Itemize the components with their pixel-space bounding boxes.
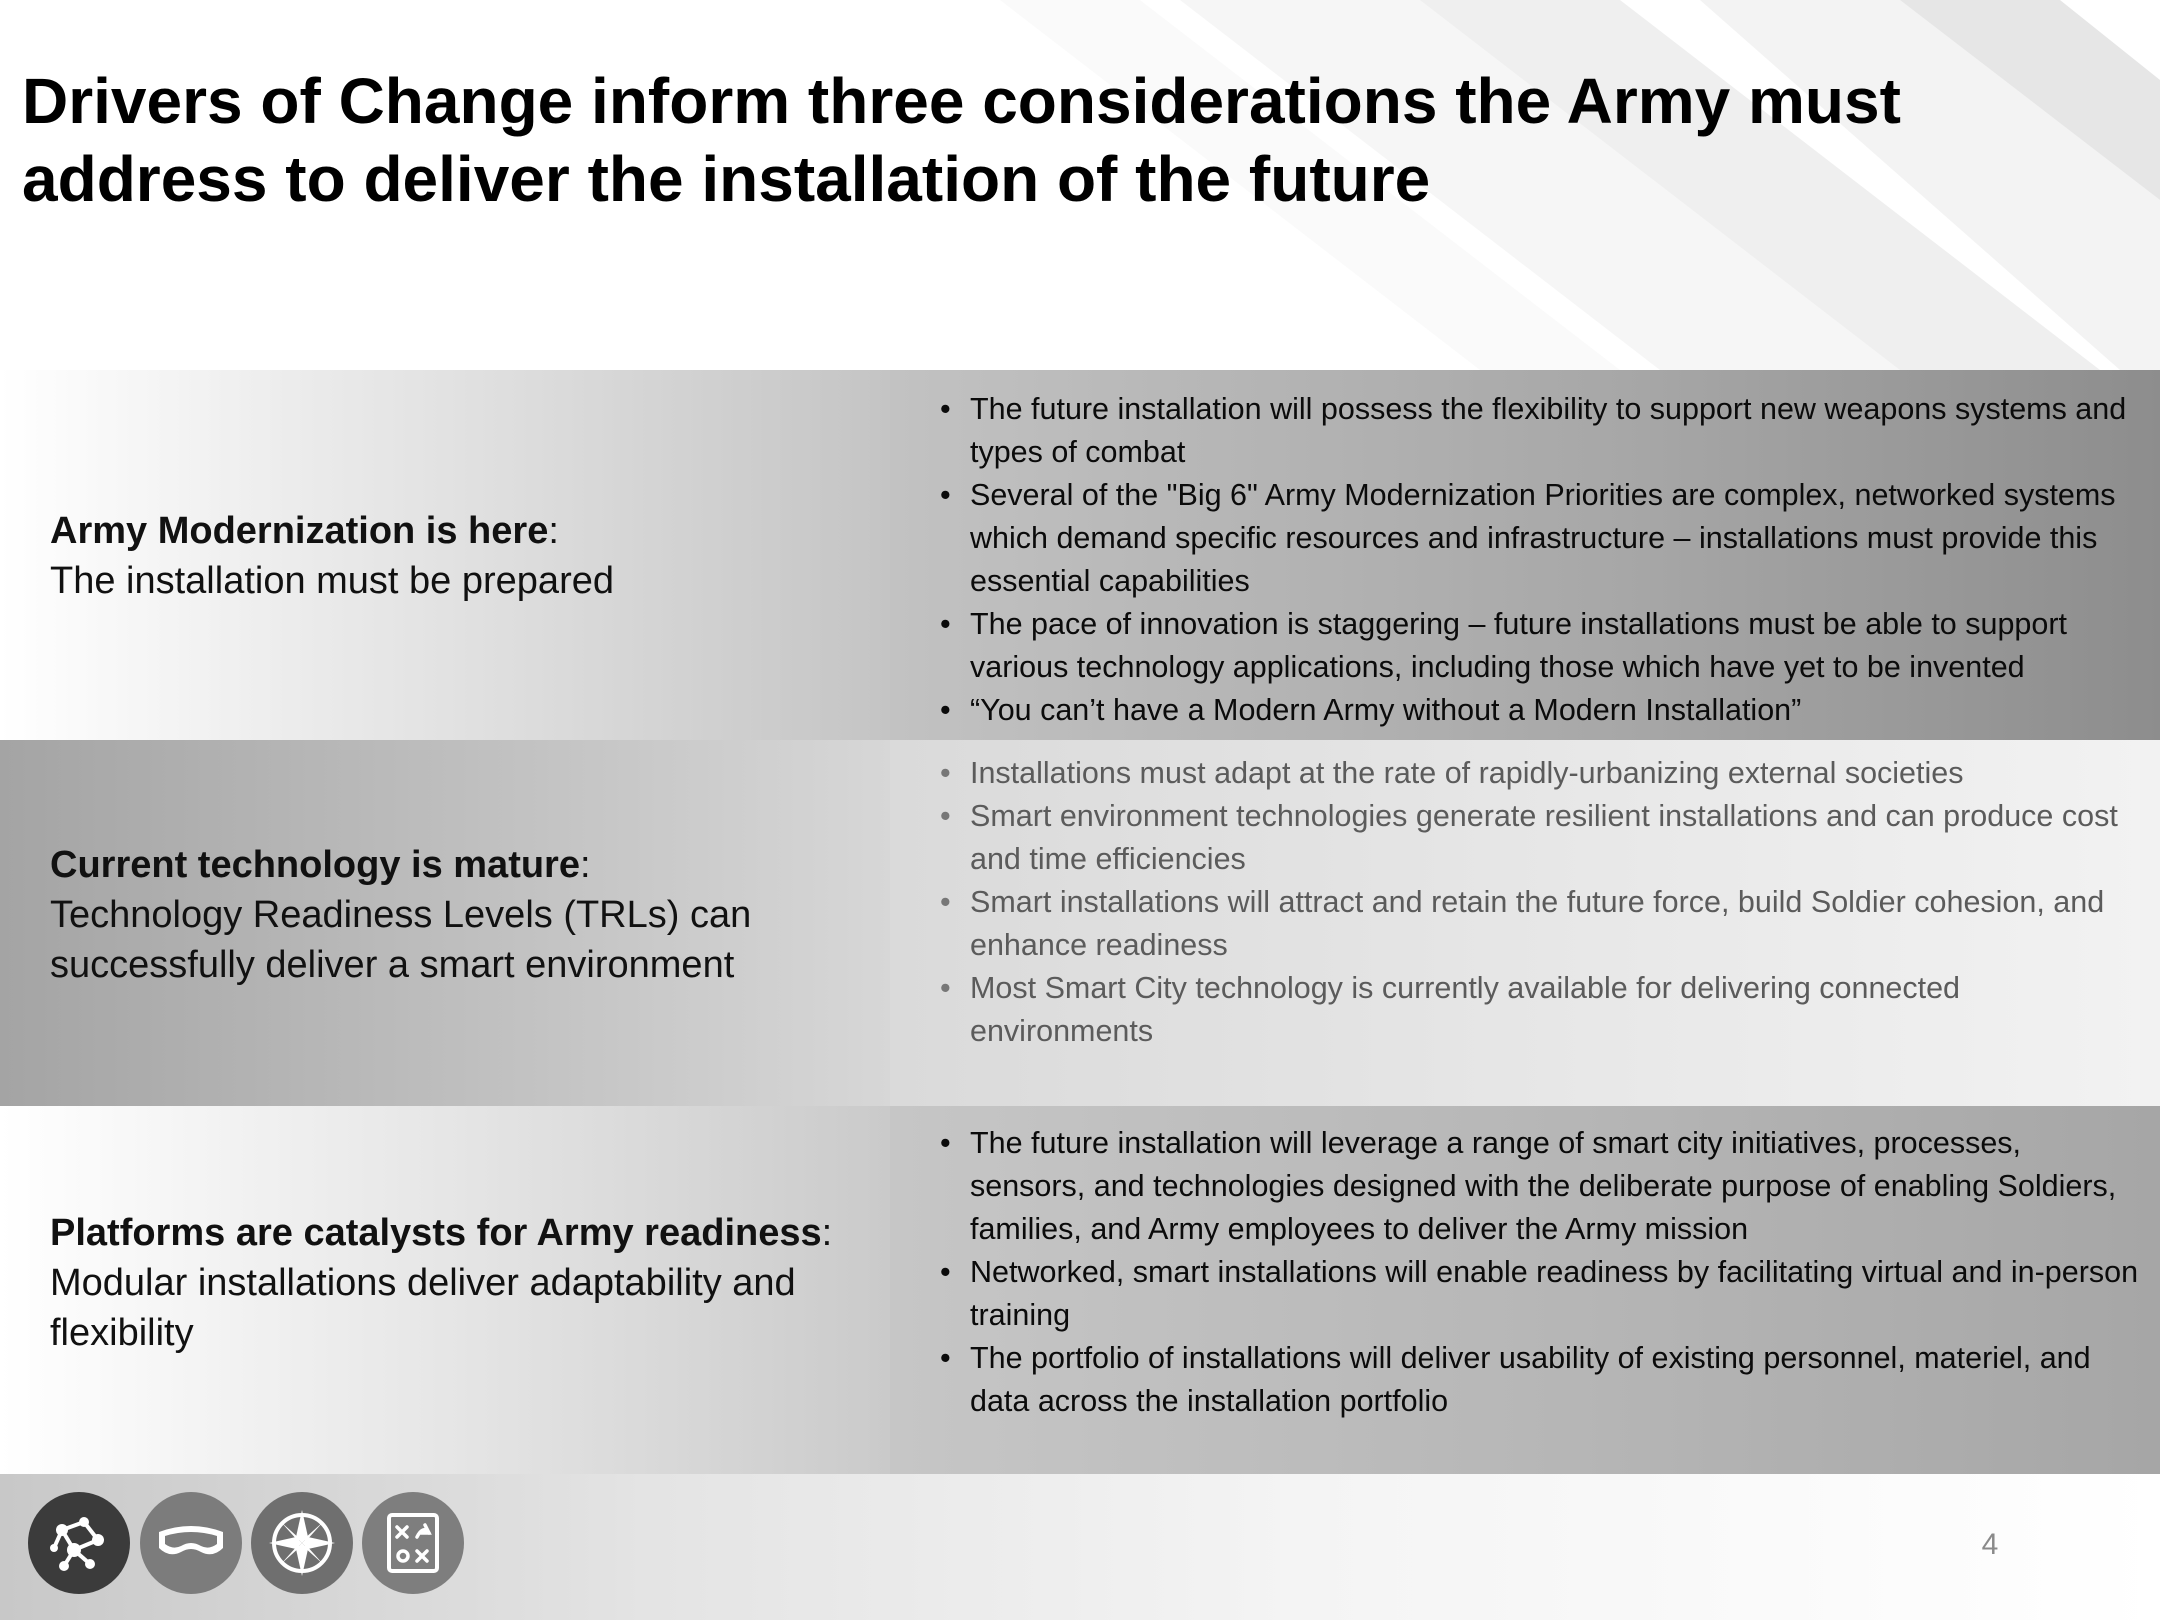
bullet-list <box>940 388 2142 732</box>
consideration-heading-block <box>50 840 850 990</box>
heading-colon: : <box>821 1212 833 1254</box>
bullet-item: • The future installation will possess the flexibility to support new weapons systems and types of combat <box>940 388 2142 474</box>
consideration-row-modernization <box>0 370 2160 741</box>
heading-colon: : <box>548 510 559 552</box>
bullet-item: • Several of the "Big 6" Army Modernization Priorities are complex, networked systems which demand specific resources and infrastructure – installations must provide this essential capabilities <box>940 474 2142 603</box>
network-nodes-icon <box>28 1492 130 1594</box>
consideration-summary <box>0 370 890 740</box>
consideration-details <box>890 1106 2160 1474</box>
bullet-item: • Installations must adapt at the rate of rapidly-urbanizing external societies <box>940 752 2142 795</box>
bullet-list <box>940 752 2142 1053</box>
consideration-summary <box>0 1106 890 1474</box>
page-number: 4 <box>1981 1528 1999 1561</box>
bullet-list <box>940 1122 2142 1423</box>
bullet-item: • Most Smart City technology is currently available for delivering connected environments <box>940 967 2142 1053</box>
bullet-item: • The pace of innovation is staggering – future installations must be able to support various technology applications, including those which have yet to be invented <box>940 603 2142 689</box>
bullet-item: • The portfolio of installations will deliver usability of existing personnel, materiel, and data across the installation portfolio <box>940 1337 2142 1423</box>
consideration-row-technology <box>0 740 2160 1106</box>
consideration-subtext: The installation must be prepared <box>50 560 614 602</box>
consideration-heading: Army Modernization is here <box>50 510 549 552</box>
consideration-details <box>890 370 2160 740</box>
slide-title: Drivers of Change inform three considerations the Army must address to deliver the installation of the future <box>22 65 1901 215</box>
bullet-item: • The future installation will leverage a range of smart city initiatives, processes, sensors, and technologies designed with the deliberate purpose of enabling Soldiers, families, and Army employees to deliver the Army mission <box>940 1122 2142 1251</box>
bullet-item: • Smart environment technologies generate resilient installations and can produce cost and time efficiencies <box>940 795 2142 881</box>
consideration-heading: Current technology is mature <box>50 844 580 886</box>
consideration-subtext: Modular installations deliver adaptability and flexibility <box>50 1262 796 1354</box>
consideration-heading: Platforms are catalysts for Army readiness <box>50 1212 822 1254</box>
bullet-item: • “You can’t have a Modern Army without a Modern Installation” <box>940 689 2142 732</box>
consideration-summary <box>0 740 890 1106</box>
consideration-heading-block <box>50 506 850 606</box>
strategy-board-icon <box>362 1492 464 1594</box>
bullet-item: • Networked, smart installations will enable readiness by facilitating virtual and in-person training <box>940 1251 2142 1337</box>
consideration-subtext: Technology Readiness Levels (TRLs) can successfully deliver a smart environment <box>50 894 752 986</box>
consideration-details <box>890 740 2160 1106</box>
heading-colon: : <box>579 844 591 886</box>
bullet-item: • Smart installations will attract and retain the future force, build Soldier cohesion, and enhance readiness <box>940 881 2142 967</box>
consideration-row-platforms <box>0 1106 2160 1474</box>
compass-icon <box>251 1492 353 1594</box>
consideration-heading-block <box>50 1208 850 1358</box>
footer-bar <box>0 1474 2160 1620</box>
vr-headset-icon <box>140 1492 242 1594</box>
